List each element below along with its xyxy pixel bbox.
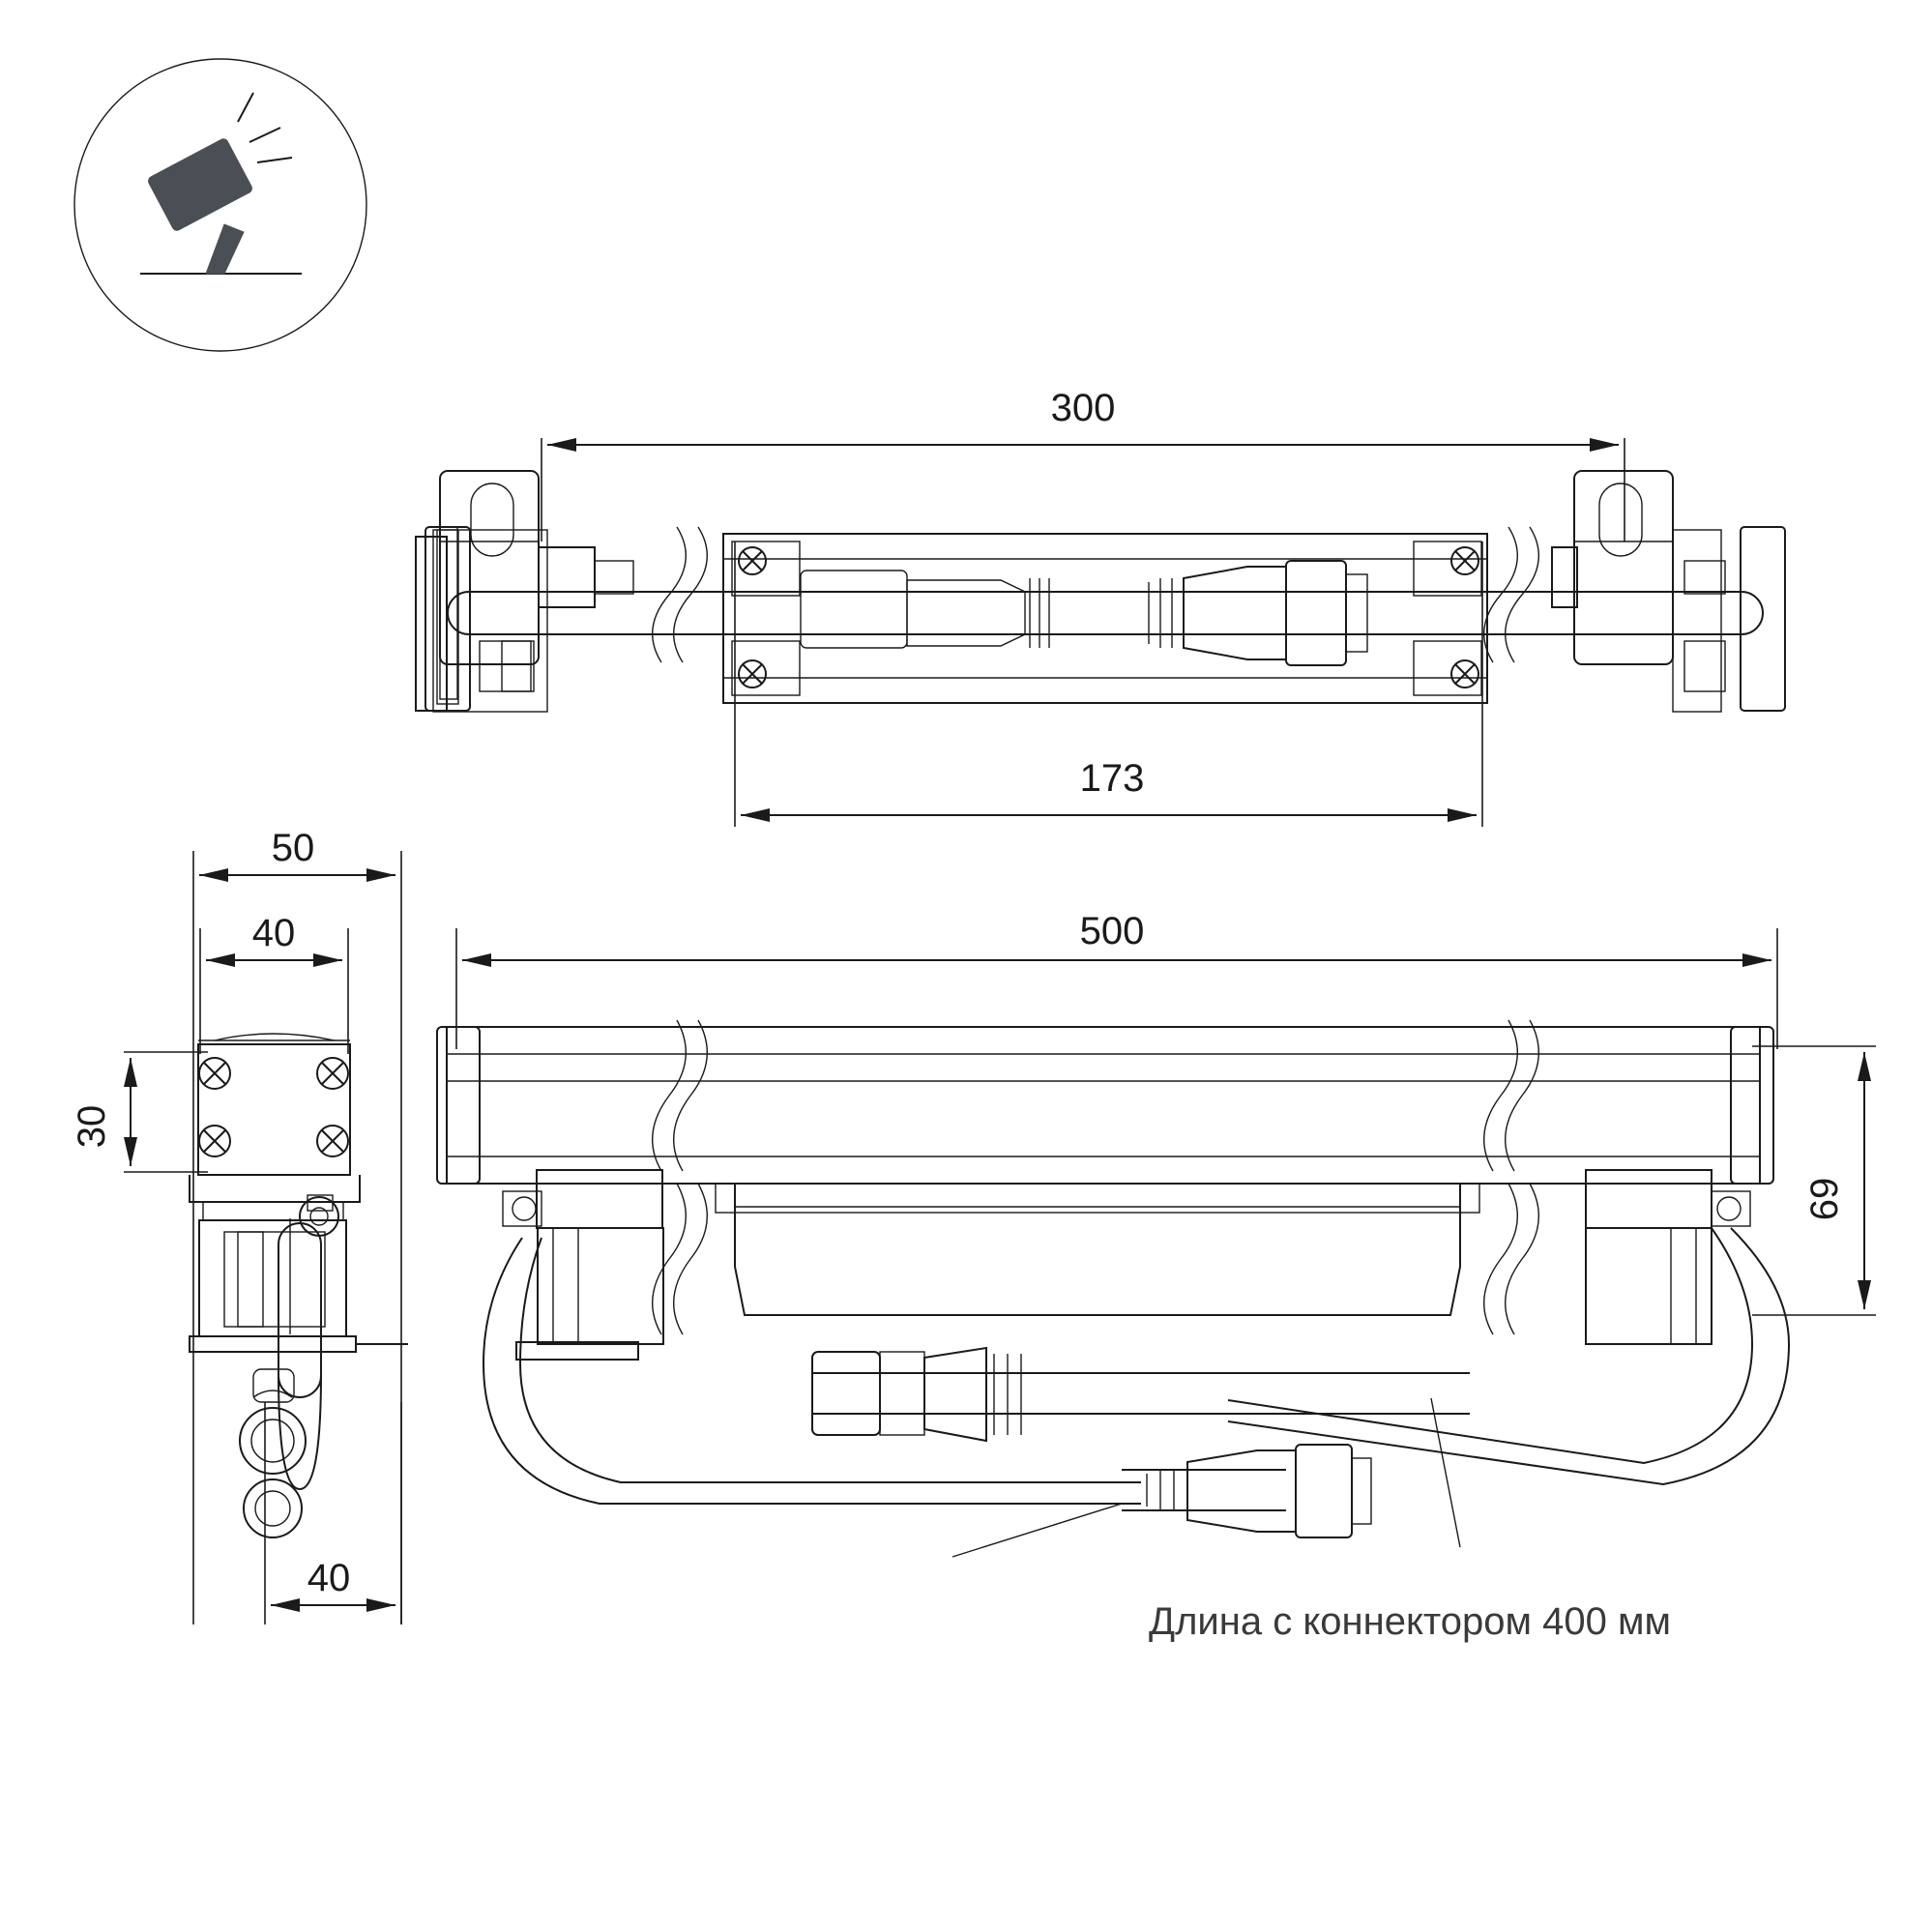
dim-69-label: 69 (1803, 1177, 1846, 1221)
dim-300-line (542, 438, 1625, 542)
connector-length-note: Длина с коннектором 400 мм (1149, 1600, 1671, 1643)
dim-30-line (124, 1052, 208, 1172)
spotlight-on-stand-icon (74, 59, 366, 351)
dim-40-top-label: 40 (251, 912, 296, 954)
front-view-left-bracket (503, 1170, 663, 1360)
dim-30-label: 30 (71, 1104, 113, 1149)
side-view-geometry (124, 851, 408, 1625)
dim-40-bottom-label: 40 (307, 1557, 351, 1599)
side-view-bracket (190, 1034, 408, 1537)
top-view-cable (425, 527, 1785, 711)
dim-300-label: 300 (1050, 387, 1116, 429)
top-view-body (653, 527, 1539, 703)
front-view-body (437, 1020, 1773, 1334)
front-view-geometry (437, 928, 1876, 1557)
dim-173-label: 173 (1079, 757, 1145, 800)
front-view-right-bracket (1586, 1170, 1750, 1344)
dim-500-label: 500 (1079, 910, 1145, 952)
dim-50-label: 50 (271, 827, 315, 869)
